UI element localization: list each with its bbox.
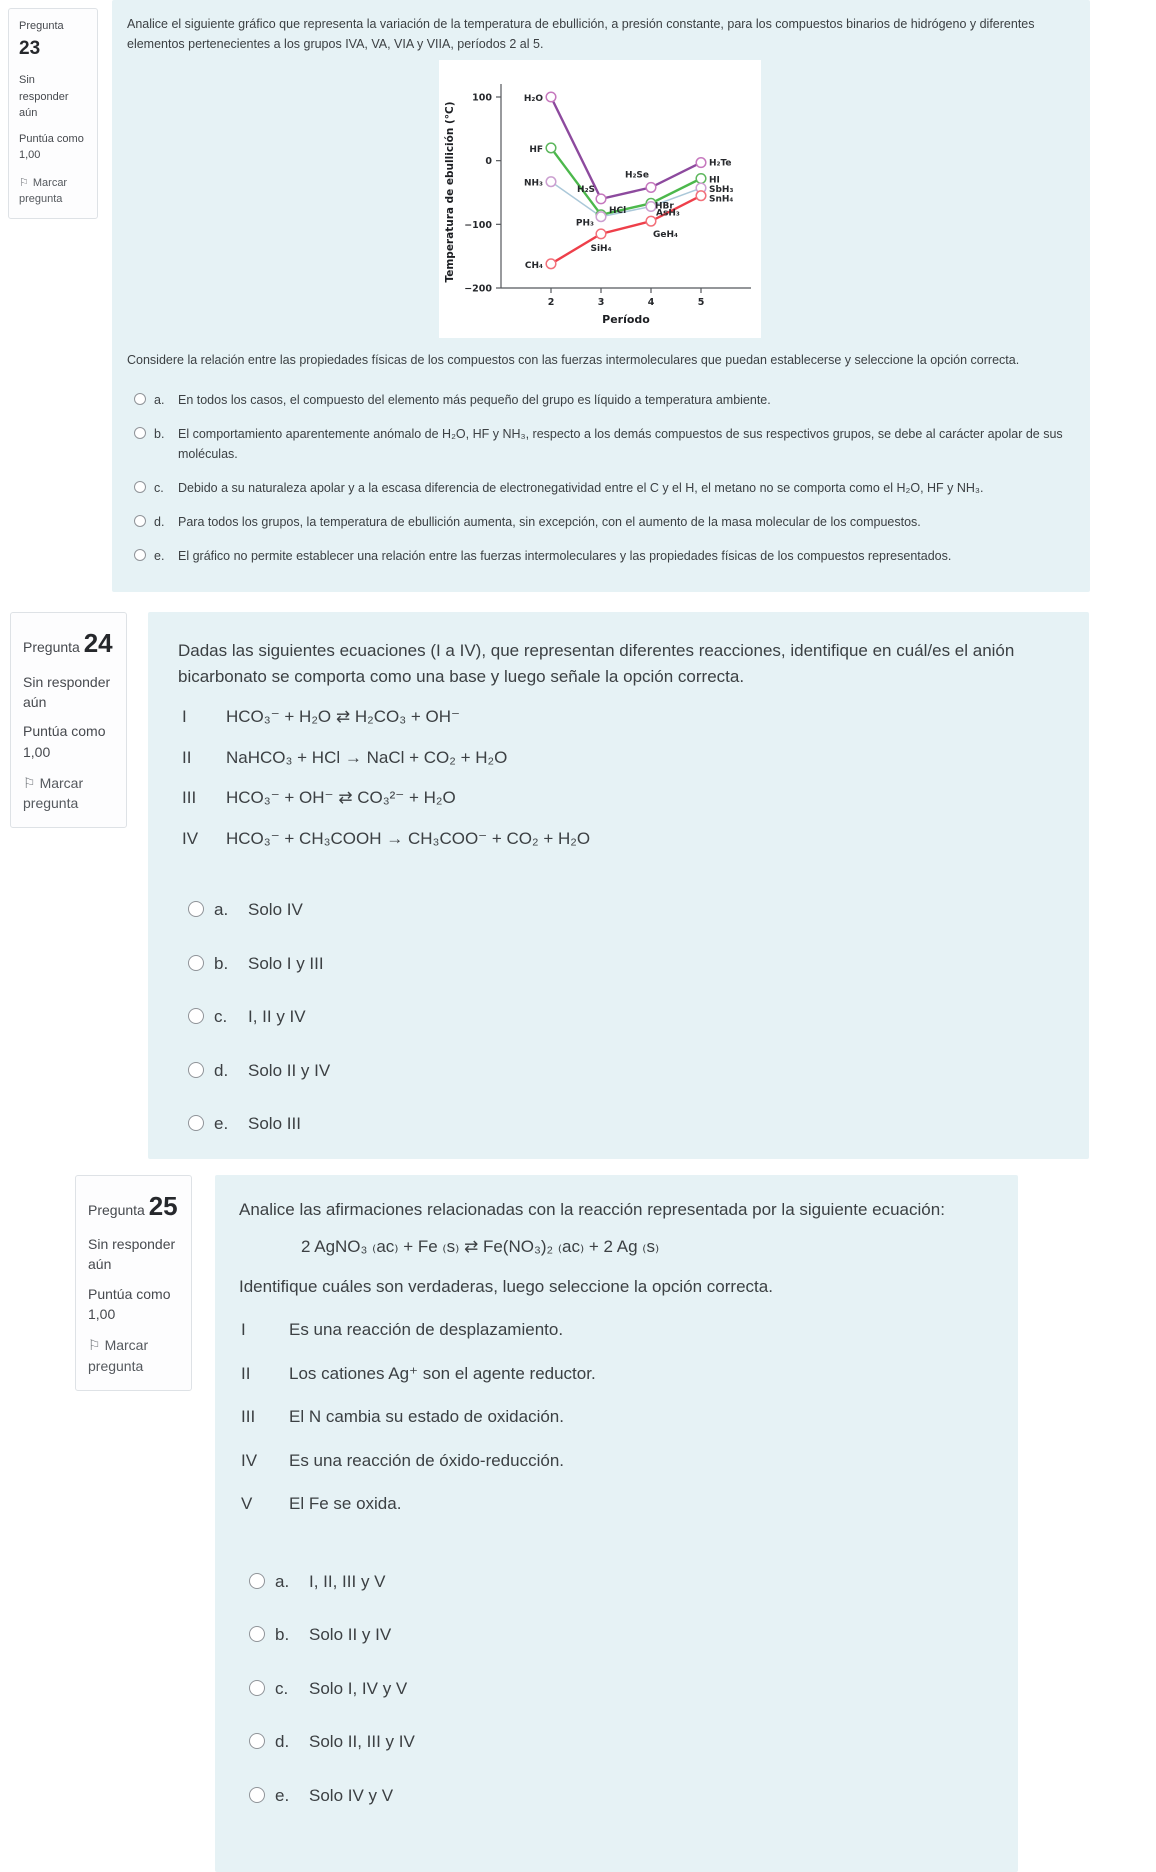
equation-text: HCO₃⁻ + OH⁻ ⇄ CO₃²⁻ + H₂O <box>226 785 456 811</box>
radio-option-d[interactable] <box>249 1733 265 1749</box>
question-label: Pregunta <box>23 639 80 655</box>
svg-text:5: 5 <box>697 297 704 308</box>
statement-row <box>241 1448 992 1474</box>
svg-text:SiH₄: SiH₄ <box>590 244 611 254</box>
option-letter: a. <box>154 390 178 410</box>
option-text: Solo I y III <box>248 951 324 977</box>
option-text: I, II, III y V <box>309 1569 386 1595</box>
statement-numeral: IV <box>241 1448 289 1474</box>
equation-numeral: I <box>182 704 226 730</box>
option-letter: d. <box>154 512 178 532</box>
svg-text:CH₄: CH₄ <box>524 261 542 271</box>
flag-label: Marcar pregunta <box>23 775 83 811</box>
svg-text:100: 100 <box>472 93 492 104</box>
question-status: Sin responder aún <box>88 1234 179 1275</box>
option-letter: b. <box>154 424 178 444</box>
option-row <box>188 951 1059 977</box>
option-text: En todos los casos, el compuesto del elemento más pequeño del grupo es líquido a temperatura ambiente. <box>178 390 771 410</box>
equation-row <box>182 785 1059 811</box>
svg-text:HF: HF <box>529 145 543 155</box>
boiling-point-chart-card <box>439 60 761 338</box>
equation-row <box>182 745 1059 771</box>
question-25-title <box>88 1188 179 1226</box>
option-row <box>134 390 1072 410</box>
option-row <box>188 1004 1059 1030</box>
svg-text:AsH₃: AsH₃ <box>656 209 680 219</box>
radio-option-c[interactable] <box>249 1680 265 1696</box>
question-number: 24 <box>84 628 113 658</box>
option-letter: e. <box>154 546 178 566</box>
equation-text: NaHCO₃ + HCl → NaCl + CO₂ + H₂O <box>226 745 507 771</box>
question-label: Pregunta <box>88 1202 145 1218</box>
option-text: Solo I, IV y V <box>309 1676 407 1702</box>
question-number: 23 <box>19 38 40 59</box>
statement-text: Es una reacción de óxido-reducción. <box>289 1448 564 1474</box>
equation-row <box>182 704 1059 730</box>
statement-numeral: V <box>241 1491 289 1517</box>
svg-text:H₂S: H₂S <box>577 185 595 195</box>
option-letter: b. <box>214 951 248 977</box>
question-25-options <box>239 1569 992 1809</box>
question-status: Sin responder aún <box>23 672 114 713</box>
option-row <box>188 1111 1059 1137</box>
equation-numeral: III <box>182 785 226 811</box>
option-row <box>134 512 1072 532</box>
question-24 <box>10 612 1156 1159</box>
question-24-options <box>178 897 1059 1137</box>
svg-text:SbH₃: SbH₃ <box>709 185 733 195</box>
boiling-point-chart <box>439 64 761 332</box>
svg-text:H₂O: H₂O <box>523 94 542 104</box>
option-text: Solo II, III y IV <box>309 1729 415 1755</box>
option-row <box>134 546 1072 566</box>
statement-row <box>241 1491 992 1517</box>
statement-row <box>241 1317 992 1343</box>
radio-option-b[interactable] <box>134 427 146 439</box>
option-row <box>134 424 1072 464</box>
svg-text:PH₃: PH₃ <box>575 219 593 229</box>
statement-text: Los cationes Ag⁺ son el agente reductor. <box>289 1361 596 1387</box>
option-row <box>249 1729 992 1755</box>
statement-numeral: II <box>241 1361 289 1387</box>
svg-text:HBr: HBr <box>655 201 674 211</box>
option-row <box>249 1783 992 1809</box>
question-23-content <box>112 0 1090 592</box>
statement-row <box>241 1404 992 1430</box>
svg-text:0: 0 <box>485 156 492 167</box>
svg-text:3: 3 <box>597 297 604 308</box>
option-letter: b. <box>275 1622 309 1648</box>
svg-text:H₂Se: H₂Se <box>624 170 648 180</box>
equation-text: HCO₃⁻ + H₂O ⇄ H₂CO₃ + OH⁻ <box>226 704 460 730</box>
svg-text:−100: −100 <box>464 220 492 231</box>
option-text: Debido a su naturaleza apolar y a la escasa diferencia de electronegatividad entre el C y el H, el metano no se comporta como el H₂O, HF y NH₃. <box>178 478 984 498</box>
option-text: El comportamiento aparentemente anómalo de H₂O, HF y NH₃, respecto a los demás compuestos de sus respectivos grupos, se debe al carácter apolar de sus moléculas. <box>178 424 1072 464</box>
option-text: Solo III <box>248 1111 301 1137</box>
option-letter: c. <box>275 1676 309 1702</box>
option-text: Para todos los grupos, la temperatura de ebullición aumenta, sin excepción, con el aumento de la masa molecular de los compuestos. <box>178 512 921 532</box>
option-text: Solo IV y V <box>309 1783 393 1809</box>
option-row <box>249 1676 992 1702</box>
question-25-prompt: Identifique cuáles son verdaderas, luego seleccione la opción correcta. <box>239 1274 992 1300</box>
radio-option-b[interactable] <box>188 955 204 971</box>
question-23-title <box>19 18 87 63</box>
question-24-info-box <box>10 612 127 828</box>
svg-text:H₂Te: H₂Te <box>709 159 732 169</box>
option-row <box>249 1569 992 1595</box>
flag-label: Marcar pregunta <box>88 1337 148 1373</box>
equation-row <box>182 826 1059 852</box>
radio-option-c[interactable] <box>188 1008 204 1024</box>
radio-option-b[interactable] <box>249 1626 265 1642</box>
svg-text:GeH₄: GeH₄ <box>653 230 678 240</box>
svg-text:−200: −200 <box>464 284 492 295</box>
option-letter: d. <box>214 1058 248 1084</box>
statement-text: El N cambia su estado de oxidación. <box>289 1404 564 1430</box>
question-25-intro: Analice las afirmaciones relacionadas con la reacción representada por la siguiente ecuación: <box>239 1197 992 1223</box>
radio-option-e[interactable] <box>134 549 146 561</box>
question-23-intro: Analice el siguiente gráfico que representa la variación de la temperatura de ebullición, a presión constante, para los compuestos binarios de hidrógeno y diferentes elementos pertenecientes a los grupos IVA, VA, VIA y VIIA, períodos 2 al 5. <box>127 14 1072 54</box>
question-24-content <box>148 612 1089 1159</box>
question-23-options <box>127 390 1072 566</box>
option-letter: a. <box>275 1569 309 1595</box>
radio-option-a[interactable] <box>188 901 204 917</box>
statement-text: Es una reacción de desplazamiento. <box>289 1317 563 1343</box>
question-grade: Puntúa como 1,00 <box>19 131 87 164</box>
svg-text:HCl: HCl <box>609 206 626 216</box>
radio-option-d[interactable] <box>134 515 146 527</box>
svg-text:HI: HI <box>709 175 720 185</box>
svg-text:Período: Período <box>602 313 650 326</box>
option-letter: c. <box>214 1004 248 1030</box>
question-25-content <box>215 1175 1018 1872</box>
option-row <box>188 897 1059 923</box>
question-23 <box>8 0 1156 592</box>
svg-text:Temperatura de ebullición (°C): Temperatura de ebullición (°C) <box>444 101 456 282</box>
radio-option-a[interactable] <box>134 393 146 405</box>
question-grade: Puntúa como 1,00 <box>23 721 114 762</box>
flag-icon: ⚐ <box>88 1337 101 1353</box>
option-letter: e. <box>275 1783 309 1809</box>
option-text: I, II y IV <box>248 1004 306 1030</box>
question-25 <box>75 1175 1156 1872</box>
option-text: Solo II y IV <box>248 1058 330 1084</box>
radio-option-c[interactable] <box>134 481 146 493</box>
option-letter: a. <box>214 897 248 923</box>
flag-icon: ⚐ <box>19 177 29 189</box>
flag-question-link[interactable] <box>19 175 87 208</box>
question-24-equations <box>178 704 1059 851</box>
question-24-intro: Dadas las siguientes ecuaciones (I a IV), que representan diferentes reacciones, identifique en cuál/es el anión bicarbonato se comporta como una base y luego señale la opción correcta. <box>178 638 1059 689</box>
radio-option-d[interactable] <box>188 1062 204 1078</box>
svg-text:SnH₄: SnH₄ <box>709 195 733 205</box>
option-row <box>188 1058 1059 1084</box>
question-number: 25 <box>149 1191 178 1221</box>
radio-option-e[interactable] <box>188 1115 204 1131</box>
equation-numeral: IV <box>182 826 226 852</box>
question-23-prompt: Considere la relación entre las propiedades físicas de los compuestos con las fuerzas intermoleculares que puedan establecerse y seleccione la opción correcta. <box>127 350 1072 370</box>
flag-question-link[interactable] <box>88 1335 179 1376</box>
statement-numeral: III <box>241 1404 289 1430</box>
equation-text: HCO₃⁻ + CH₃COOH → CH₃COO⁻ + CO₂ + H₂O <box>226 826 590 852</box>
option-row <box>249 1622 992 1648</box>
statement-text: El Fe se oxida. <box>289 1491 401 1517</box>
svg-text:4: 4 <box>647 297 654 308</box>
question-25-info-box <box>75 1175 192 1391</box>
reaction-equation: 2 AgNO₃ ₍ac₎ + Fe ₍s₎ ⇄ Fe(NO₃)₂ ₍ac₎ + 2 Ag ₍s₎ <box>301 1234 992 1260</box>
question-25-statements <box>239 1317 992 1517</box>
option-letter: e. <box>214 1111 248 1137</box>
question-status: Sin responder aún <box>19 72 87 122</box>
statement-row <box>241 1361 992 1387</box>
option-letter: d. <box>275 1729 309 1755</box>
question-grade: Puntúa como 1,00 <box>88 1284 179 1325</box>
svg-text:NH₃: NH₃ <box>523 179 542 189</box>
statement-numeral: I <box>241 1317 289 1343</box>
option-text: El gráfico no permite establecer una relación entre las fuerzas intermoleculares y las propiedades físicas de los compuestos representados. <box>178 546 951 566</box>
radio-option-e[interactable] <box>249 1787 265 1803</box>
equation-numeral: II <box>182 745 226 771</box>
flag-icon: ⚐ <box>23 775 36 791</box>
question-label: Pregunta <box>19 20 64 32</box>
flag-label: Marcar pregunta <box>19 177 67 206</box>
option-letter: c. <box>154 478 178 498</box>
option-text: Solo IV <box>248 897 303 923</box>
radio-option-a[interactable] <box>249 1573 265 1589</box>
question-24-title <box>23 625 114 663</box>
option-row <box>134 478 1072 498</box>
flag-question-link[interactable] <box>23 773 114 814</box>
option-text: Solo II y IV <box>309 1622 391 1648</box>
svg-text:2: 2 <box>547 297 554 308</box>
question-23-info-box <box>8 8 98 219</box>
